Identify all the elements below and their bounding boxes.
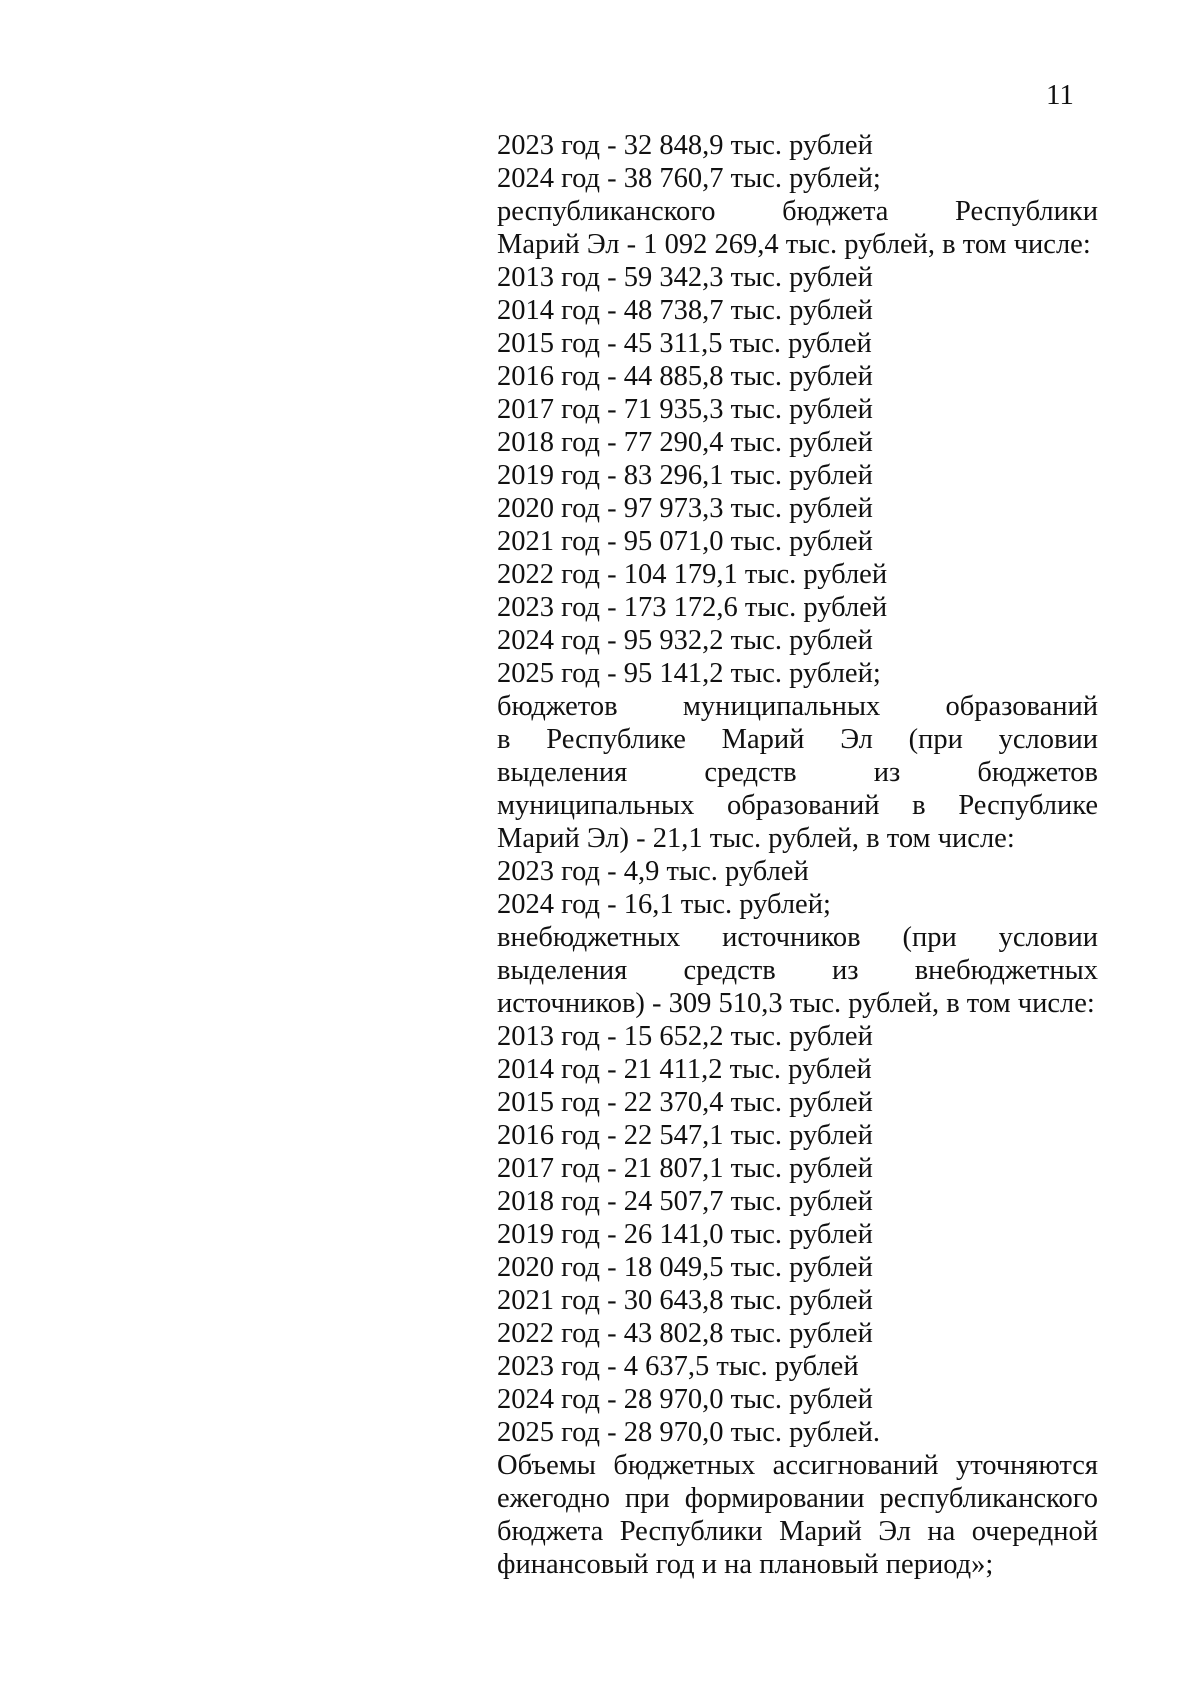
text-line: 2023 год - 4,9 тыс. рублей — [497, 856, 809, 887]
text-line: 2024 год - 28 970,0 тыс. рублей — [497, 1384, 873, 1415]
text-line: выделения средств из бюджетов — [497, 757, 1098, 788]
text-line: 2021 год - 95 071,0 тыс. рублей — [497, 526, 873, 557]
text-column — [497, 129, 1098, 1581]
page-number: 11 — [1046, 79, 1074, 111]
text-line: Марий Эл) - 21,1 тыс. рублей, в том числе: — [497, 823, 1015, 854]
text-line: в Республике Марий Эл (при условии — [497, 724, 1098, 755]
text-line: 2021 год - 30 643,8 тыс. рублей — [497, 1285, 873, 1316]
text-line: 2016 год - 22 547,1 тыс. рублей — [497, 1120, 873, 1151]
text-line: 2015 год - 45 311,5 тыс. рублей — [497, 328, 872, 359]
text-line: 2016 год - 44 885,8 тыс. рублей — [497, 361, 873, 392]
text-line: 2024 год - 16,1 тыс. рублей; — [497, 889, 831, 920]
text-line: 2015 год - 22 370,4 тыс. рублей — [497, 1087, 873, 1118]
text-line: Объемы бюджетных ассигнований уточняются — [497, 1450, 1098, 1481]
text-line: 2024 год - 95 932,2 тыс. рублей — [497, 625, 873, 656]
text-line: 2018 год - 77 290,4 тыс. рублей — [497, 427, 873, 458]
text-line: Марий Эл - 1 092 269,4 тыс. рублей, в том числе: — [497, 229, 1091, 260]
text-line: ежегодно при формировании республиканского — [497, 1483, 1098, 1514]
text-line: выделения средств из внебюджетных — [497, 955, 1098, 986]
text-line: 2023 год - 173 172,6 тыс. рублей — [497, 592, 888, 623]
text-line: 2019 год - 83 296,1 тыс. рублей — [497, 460, 873, 491]
text-line: финансовый год и на плановый период»; — [497, 1549, 994, 1580]
text-line: 2017 год - 21 807,1 тыс. рублей — [497, 1153, 873, 1184]
text-line: 2023 год - 32 848,9 тыс. рублей — [497, 130, 873, 161]
text-line: муниципальных образований в Республике — [497, 790, 1098, 821]
text-line: 2022 год - 104 179,1 тыс. рублей — [497, 559, 888, 590]
text-line: 2022 год - 43 802,8 тыс. рублей — [497, 1318, 873, 1349]
text-line: 2013 год - 15 652,2 тыс. рублей — [497, 1021, 873, 1052]
text-line: 2019 год - 26 141,0 тыс. рублей — [497, 1219, 873, 1250]
text-line: 2020 год - 18 049,5 тыс. рублей — [497, 1252, 873, 1283]
text-line: внебюджетных источников (при условии — [497, 922, 1098, 953]
text-line: 2014 год - 48 738,7 тыс. рублей — [497, 295, 873, 326]
text-line: 2024 год - 38 760,7 тыс. рублей; — [497, 163, 881, 194]
text-line: источников) - 309 510,3 тыс. рублей, в том числе: — [497, 988, 1095, 1019]
text-line: 2014 год - 21 411,2 тыс. рублей — [497, 1054, 872, 1085]
text-line: бюджета Республики Марий Эл на очередной — [497, 1516, 1098, 1547]
text-line: 2023 год - 4 637,5 тыс. рублей — [497, 1351, 859, 1382]
text-line: 2025 год - 28 970,0 тыс. рублей. — [497, 1417, 880, 1448]
text-line: 2025 год - 95 141,2 тыс. рублей; — [497, 658, 881, 689]
text-line: 2020 год - 97 973,3 тыс. рублей — [497, 493, 873, 524]
text-line: 2017 год - 71 935,3 тыс. рублей — [497, 394, 873, 425]
text-line: бюджетов муниципальных образований — [497, 691, 1098, 722]
text-line: 2018 год - 24 507,7 тыс. рублей — [497, 1186, 873, 1217]
text-line: 2013 год - 59 342,3 тыс. рублей — [497, 262, 873, 293]
text-line: республиканского бюджета Республики — [497, 196, 1098, 227]
